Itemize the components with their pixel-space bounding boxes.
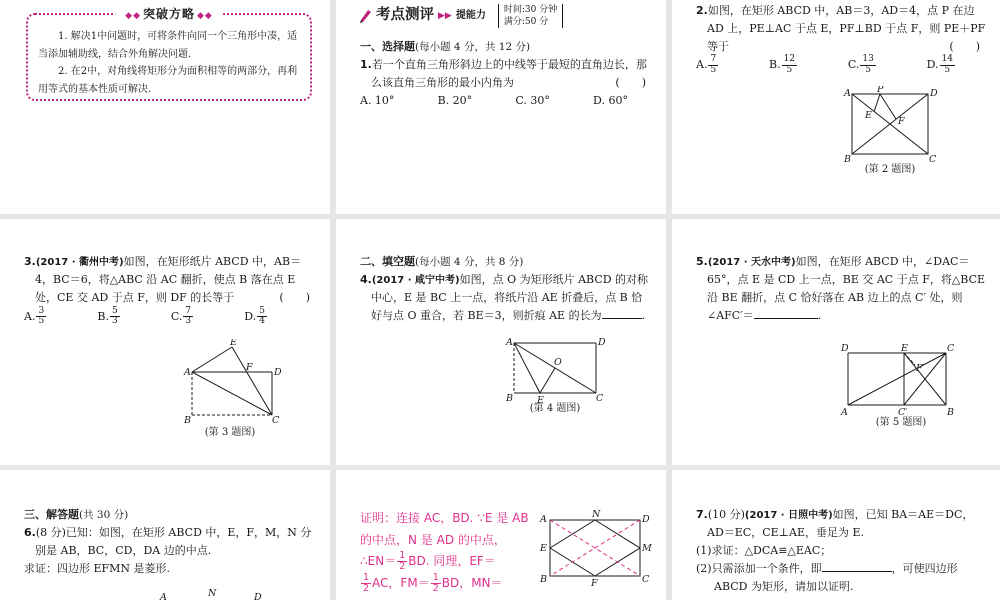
q1-option-c[interactable]: C. 30°: [515, 93, 550, 107]
q2-option-b[interactable]: B. $\frac{12}{5}$: [768, 54, 796, 75]
q3-label-a: A: [184, 367, 191, 378]
q1-option-d[interactable]: D. 60°: [593, 93, 628, 107]
proof-label-b: B: [540, 574, 547, 585]
question-3-figure: [176, 339, 286, 425]
choice-section: [360, 38, 652, 109]
time-score-box: [498, 4, 563, 28]
q3-option-a[interactable]: A. $\frac{3}{5}$: [24, 305, 45, 327]
double-arrow-icon: ▶▶: [438, 10, 452, 21]
q3-label-d: D: [274, 367, 282, 378]
time-limit: 时间:30 分钟: [503, 5, 558, 15]
proof-label-n: N: [592, 509, 601, 520]
q3-label-c: C: [272, 415, 280, 425]
q2-label-e: E: [865, 110, 872, 121]
q2-option-a[interactable]: A. $\frac{7}{5}$: [696, 54, 717, 75]
q5-label-a: A: [841, 407, 848, 418]
test-header-panel: [336, 0, 666, 214]
question-2-caption: (第 2 题图): [864, 164, 916, 175]
choice-section-heading: 一、选择题(每小题 4 分，共 12 分): [360, 40, 531, 53]
question-4-figure: [500, 335, 610, 407]
question-5-figure: [840, 343, 958, 423]
question-6-panel: [0, 470, 330, 600]
q3-option-d[interactable]: D. $\frac{5}{4}$: [244, 305, 265, 327]
q4-label-d: D: [598, 337, 606, 348]
question-5-panel: [672, 219, 1000, 465]
q3-label-e: E: [230, 339, 237, 348]
question-7-panel: [672, 470, 1000, 600]
question-2-options: [696, 55, 986, 75]
question-2-panel: [672, 0, 1000, 214]
q6-label-n: N: [208, 588, 217, 599]
question-6-text: 6.(8 分)已知：如图，在矩形 ABCD 中，E，F，M，N 分别是 AB，BC，CD，DA 边的中点.: [24, 526, 312, 557]
q4-label-a: A: [506, 337, 513, 348]
question-7-part-1: (1)求证：△DCA≌△EAC；: [696, 544, 832, 557]
q6-label-d: D: [254, 592, 262, 600]
q5-label-d: D: [841, 343, 849, 354]
q4-answer-blank[interactable]: [602, 309, 642, 319]
q3-option-c[interactable]: C. $\frac{7}{3}$: [170, 305, 192, 327]
question-6-prove: 求证：四边形 EFMN 是菱形.: [24, 561, 171, 575]
proof-figure: [536, 508, 658, 588]
question-3: [24, 253, 316, 327]
question-3-text: 3.(2017 · 衢州中考)如图，在矩形纸片 ABCD 中，AB＝4，BC＝6，将△ABC 沿 AC 翻折，使点 B 落在点 E 处，CE 交 AD 于点 F，则 DF 的长等于 ( ): [24, 255, 310, 304]
question-5-caption: (第 5 题图): [875, 417, 927, 428]
section-title: [360, 4, 563, 28]
question-7-text: 7.(10 分)(2017 · 日照中考)如图，已知 BA＝AE＝DC，AD＝EC，CE⊥AE，垂足为 E.: [696, 508, 974, 540]
question-2: [696, 2, 986, 75]
full-score: 满分:50 分: [503, 17, 549, 28]
tip-line-1: 1. 解决1中问题时，可将条件向同一个三角形中凑，适当添加辅助线，结合外角解决问题.: [38, 31, 298, 60]
q2-label-b: B: [844, 154, 851, 165]
answer-section-heading: 三、解答题(共 30 分): [24, 508, 129, 521]
section-subtitle: 提能力: [455, 10, 486, 22]
section-title-text: 考点测评: [376, 7, 434, 24]
q5-label-f: F: [916, 363, 923, 374]
q7-answer-blank[interactable]: [822, 562, 892, 572]
question-4-panel: [336, 219, 666, 465]
answer-section: [24, 506, 316, 577]
fill-section-heading: 二、填空题(每小题 4 分，共 8 分): [360, 255, 524, 268]
q3-label-f: F: [246, 362, 253, 373]
q4-label-b: B: [506, 393, 513, 404]
q2-label-p: P: [877, 86, 884, 95]
proof-label-d: D: [642, 514, 650, 525]
q4-label-e: E: [537, 395, 544, 406]
proof-label-m: M: [642, 543, 652, 554]
proof-label-a: A: [540, 514, 547, 525]
q1-option-b[interactable]: B. 20°: [437, 93, 473, 107]
q5-label-e: E: [901, 343, 908, 354]
tip-title: ◆◆ 突破方略 ◆◆: [115, 5, 223, 24]
question-3-panel: [0, 219, 330, 465]
q2-label-f: F: [898, 116, 905, 127]
tip-line-2: 2. 在2中，对角线将矩形分为面积相等的两部分，再利用等式的基本性质可解决.: [38, 66, 298, 95]
q6-label-a: A: [160, 592, 167, 600]
tip-box: [26, 7, 312, 101]
tip-panel: [0, 0, 330, 214]
q2-label-c: C: [929, 154, 937, 165]
q5-answer-blank[interactable]: [754, 309, 818, 319]
question-2-text: 2.如图，在矩形 ABCD 中，AB＝3，AD＝4，点 P 在边 AD 上，PE⊥AC 于点 E，PF⊥BD 于点 F，则 PE＋PF 等于 ( ): [696, 4, 986, 53]
question-1: 1.若一个直角三角形斜边上的中线等于最短的直角边长，那么该直角三角形的最小内角为 ( ): [360, 58, 647, 89]
question-4-caption: (第 4 题图): [529, 403, 581, 414]
question-7: [696, 506, 986, 595]
proof-label-f: F: [591, 578, 598, 588]
proof-label-e: E: [540, 543, 547, 554]
question-5-text: 5.(2017 · 天水中考)如图，在矩形 ABCD 中，∠DAC＝65°，点 E 是 CD 上一点，BE 交 AC 于点 F，将△BCE 沿 BE 翻折，点 C 恰好落在 AB 边上的点 C′ 处，则∠AFC′＝ .: [696, 255, 986, 322]
question-7-part-2: (2)只需添加一个条件，即 ，可使四边形 ABCD 为矩形，请加以证明.: [696, 561, 958, 593]
q3-option-b[interactable]: B. $\frac{5}{3}$: [97, 305, 118, 327]
proof-panel: [336, 470, 666, 600]
q3-label-b: B: [184, 415, 191, 425]
q5-label-c: C: [947, 343, 955, 354]
question-2-figure: [840, 86, 940, 168]
q4-label-c: C: [596, 393, 604, 404]
question-6-figure: [150, 586, 280, 600]
question-1-options: [360, 92, 652, 110]
proof-text: 证明：连接 AC，BD. ∵E 是 AB 的中点，N 是 AD 的中点， ∴EN＝ $\frac{1}{2}$ BD. 同理，EF＝ $\frac{1}{2}$ AC，FM＝ $\frac{1}{2}$ BD，MN＝: [360, 511, 529, 594]
question-5: [696, 253, 986, 325]
q2-label-a: A: [844, 88, 851, 99]
q5-label-c-prime: C′: [898, 407, 908, 418]
q2-label-d: D: [930, 88, 938, 99]
question-4-text: 4.(2017 · 咸宁中考)如图，点 O 为矩形纸片 ABCD 的对称中心，E 是 BC 上一点，将纸片沿 AE 折叠后，点 B 恰好与点 O 重合，若 BE＝3，则折痕 AE 的长为 .: [360, 273, 649, 322]
q2-option-c[interactable]: C. $\frac{13}{5}$: [847, 54, 874, 75]
pencil-icon: [360, 9, 372, 23]
question-3-caption: (第 3 题图): [204, 427, 256, 438]
fill-section: [360, 253, 652, 325]
proof-label-c: C: [642, 574, 650, 585]
q4-label-o: O: [554, 357, 562, 368]
q1-option-a[interactable]: A. 10°: [360, 93, 395, 107]
tip-text: [38, 28, 302, 98]
q5-label-b: B: [947, 407, 954, 418]
q2-option-d[interactable]: D. $\frac{14}{5}$: [926, 54, 953, 75]
question-3-options: [24, 307, 316, 327]
